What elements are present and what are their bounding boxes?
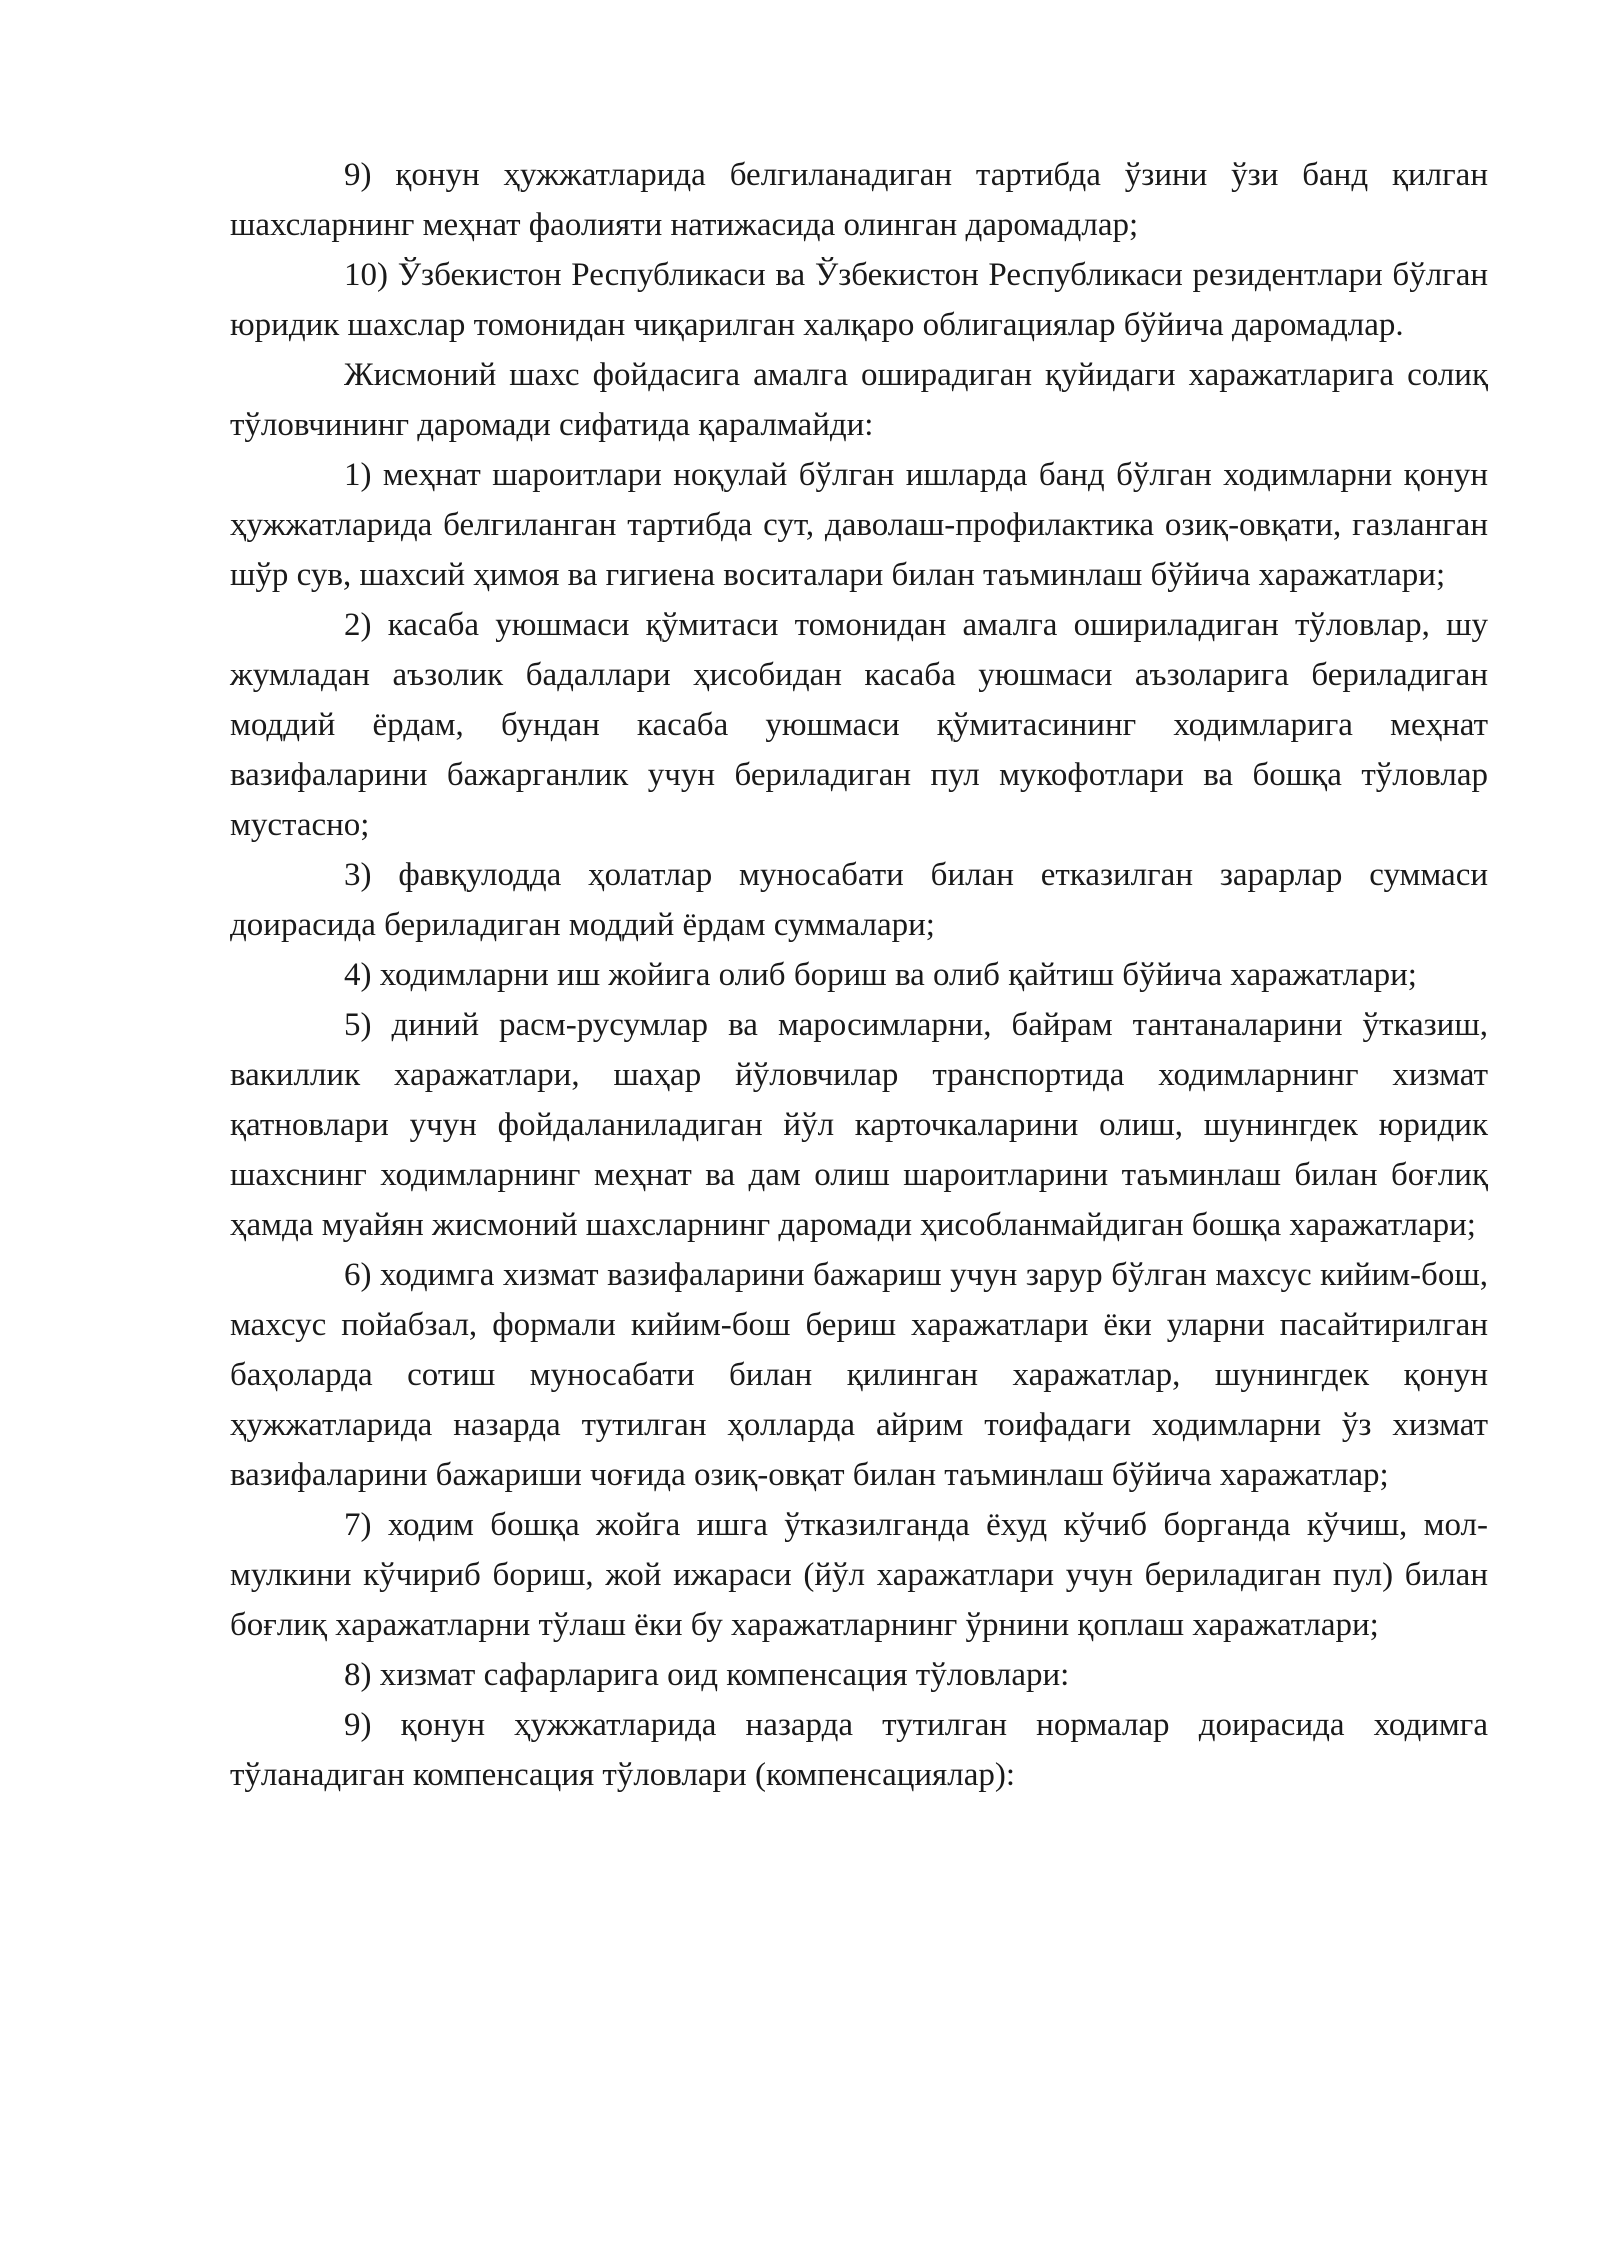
paragraph-self-employed-income: 9) қонун ҳужжатларида белгиланадиган тартибда ўзини ўзи банд қилган шахсларнинг меҳнат фаолияти натижасида олинган даромадлар;	[230, 157, 1488, 243]
paragraph-item-8-business-trips: 8) хизмат сафарларига оид компенсация тўловлари:	[344, 1657, 1070, 1693]
document-body	[230, 150, 1488, 1800]
paragraph-international-bonds: 10) Ўзбекистон Республикаси ва Ўзбекистон Республикаси резидентлари бўлган юридик шахслар томонидан чиқарилган халқаро облигациялар бўйича даромадлар.	[230, 257, 1488, 343]
paragraph-item-9-compensation: 9) қонун ҳужжатларида назарда тутилган нормалар доирасида ходимга тўланадиган компенсация тўловлари (компенсациялар):	[230, 1707, 1488, 1793]
paragraph-item-5-ceremonies: 5) диний расм-русумлар ва маросимларни, байрам тантаналарини ўтказиш, вакиллик харажатлари, шаҳар йўловчилар транспортида ходимларнинг хизмат қатновлари учун фойдаланиладиган йўл карточкаларини олиш, шунингдек юридик шахснинг ходимларнинг меҳнат ва дам олиш шароитларини таъминлаш билан боғлиқ ҳамда муайян жисмоний шахсларнинг даромади ҳисобланмайдиган бошқа харажатлари;	[230, 1007, 1488, 1243]
paragraph-item-2-trade-union: 2) касаба уюшмаси қўмитаси томонидан амалга ошириладиган тўловлар, шу жумладан аъзолик бадаллари ҳисобидан касаба уюшмаси аъзоларига бериладиган моддий ёрдам, бундан касаба уюшмаси қўмитасининг ходимларига меҳнат вазифаларини бажарганлик учун бериладиган пул мукофотлари ва бошқа тўловлар мустасно;	[230, 607, 1488, 843]
paragraph-item-4-commute: 4) ходимларни иш жойига олиб бориш ва олиб қайтиш бўйича харажатлари;	[344, 957, 1417, 993]
paragraph-non-income-expenses-intro: Жисмоний шахс фойдасига амалга оширадиган қуйидаги харажатларига солиқ тўловчининг даромади сифатида қаралмайди:	[230, 357, 1488, 443]
paragraph-item-1-hazardous-work: 1) меҳнат шароитлари ноқулай бўлган ишларда банд бўлган ходимларни қонун ҳужжатларида белгиланган тартибда сут, даволаш-профилактика озиқ-овқати, газланган шўр сув, шахсий ҳимоя ва гигиена воситалари билан таъминлаш бўйича харажатлари;	[230, 457, 1488, 593]
paragraph-item-3-emergency-aid: 3) фавқулодда ҳолатлар муносабати билан етказилган зарарлар суммаси доирасида бериладиган моддий ёрдам суммалари;	[230, 857, 1488, 943]
paragraph-item-7-relocation: 7) ходим бошқа жойга ишга ўтказилганда ёхуд кўчиб борганда кўчиш, мол-мулкини кўчириб бориш, жой ижараси (йўл харажатлари учун бериладиган пул) билан боғлиқ харажатларни тўлаш ёки бу харажатларнинг ўрнини қоплаш харажатлари;	[230, 1507, 1488, 1643]
paragraph-item-6-workwear: 6) ходимга хизмат вазифаларини бажариш учун зарур бўлган махсус кийим-бош, махсус пойабзал, формали кийим-бош бериш харажатлари ёки уларни пасайтирилган баҳоларда сотиш муносабати билан қилинган харажатлар, шунингдек қонун ҳужжатларида назарда тутилган ҳолларда айрим тоифадаги ходимларни ўз хизмат вазифаларини бажариши чоғида озиқ-овқат билан таъминлаш бўйича харажатлар;	[230, 1257, 1488, 1493]
